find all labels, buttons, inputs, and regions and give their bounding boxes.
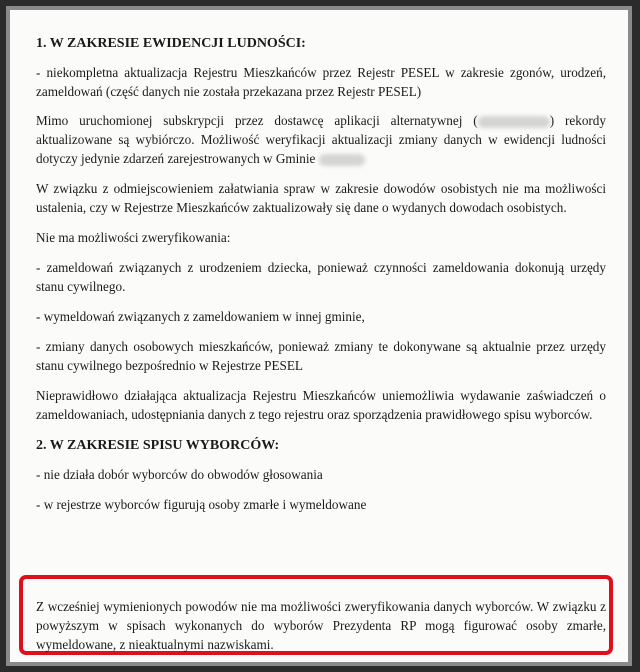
section2-paragraph-1: - nie działa dobór wyborców do obwodów głosowania bbox=[36, 467, 323, 482]
section1-heading: 1. W ZAKRESIE EWIDENCJI LUDNOŚCI: bbox=[36, 36, 306, 51]
section1-paragraph-1: - niekompletna aktualizacja Rejestru Mieszkańców przez Rejestr PESEL w zakresie zgonów, urodzeń, zameldowań (część danych nie została przekazana przez Rejestr PESEL) bbox=[36, 65, 606, 99]
section1-paragraph-8: Nieprawidłowo działająca aktualizacja Rejestru Mieszkańców uniemożliwia wydawanie zaświadczeń o zameldowaniach, udostępniania danych z tego rejestru oraz sporządzenia prawidłowego spisu wyborców. bbox=[36, 388, 606, 422]
section1-paragraph-2-end: ) rekordy aktualizowane są wybiórczo. Możliwość weryfikacji aktualizacji zmiany danych w ewidencji ludności dotyczy jedynie zdarzeń zarejestrowanych w Gminie bbox=[36, 113, 606, 166]
section1-paragraph-5: - zameldowań związanych z urodzeniem dziecka, ponieważ czynności zameldowania dokonują urzędy stanu cywilnego. bbox=[36, 260, 606, 294]
scanned-document-page bbox=[10, 10, 628, 662]
document-body bbox=[36, 32, 606, 514]
screenshot-frame bbox=[6, 6, 632, 666]
section2-heading: 2. W ZAKRESIE SPISU WYBORCÓW: bbox=[36, 438, 280, 453]
section1-paragraph-6: - wymeldowań związanych z zameldowaniem w innej gminie, bbox=[36, 309, 365, 324]
section1-paragraph-3: W związku z odmiejscowieniem załatwiania spraw w zakresie dowodów osobistych nie ma możliwości ustalenia, czy w Rejestrze Mieszkańców zaktualizowały się dane o wydanych dowodach osobistych. bbox=[36, 181, 606, 215]
section1-paragraph-2-start: Mimo uruchomionej subskrypcji przez dostawcę aplikacji alternatywnej ( bbox=[36, 113, 478, 128]
highlighted-paragraph: Z wcześniej wymienionych powodów nie ma możliwości zweryfikowania danych wyborców. W związku z powyższym w spisach wykonanych do wyborów Prezydenta RP mogą figurować osoby zmarłe, wymeldowane, z nieaktualnymi nazwiskami. bbox=[36, 599, 606, 652]
redacted-blur bbox=[319, 154, 365, 166]
redacted-blur bbox=[478, 116, 550, 128]
section1-paragraph-2 bbox=[36, 111, 606, 168]
section1-paragraph-4: Nie ma możliwości zweryfikowania: bbox=[36, 230, 231, 245]
section1-paragraph-7: - zmiany danych osobowych mieszkańców, ponieważ zmiany te dokonywane są aktualnie przez urzędy stanu cywilnego bezpośrednio w Rejestrze PESEL bbox=[36, 339, 606, 373]
section2-paragraph-2: - w rejestrze wyborców figurują osoby zmarłe i wymeldowane bbox=[36, 497, 367, 512]
